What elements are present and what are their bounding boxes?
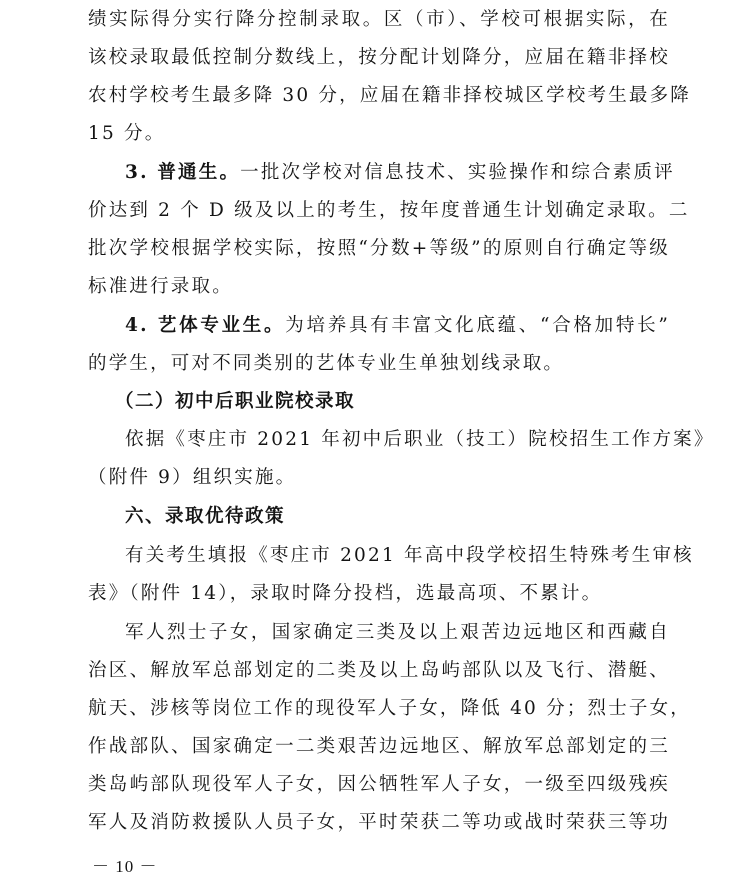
text-span: 一批次学校对信息技术、实验操作和综合素质评 [240, 162, 675, 183]
text-line: 价达到 2 个 D 级及以上的考生，按年度普通生计划确定录取。二 [88, 200, 690, 221]
page-number: － 10 － [92, 857, 158, 876]
item-lead-ordinary: 3. 普通生。 [125, 162, 241, 183]
text-line: 绩实际得分实行降分控制录取。区（市）、学校可根据实际，在 [88, 9, 670, 30]
section-heading: 六、录取优待政策 [125, 506, 286, 527]
text-line: 航天、涉核等岗位工作的现役军人子女，降低 40 分；烈士子女， [88, 698, 692, 719]
text-line: 的学生，可对不同类别的艺体专业生单独划线录取。 [88, 353, 565, 374]
text-line: 治区、解放军总部划定的二类及以上岛屿部队以及飞行、潜艇、 [88, 660, 670, 681]
text-line: 15 分。 [88, 123, 166, 144]
text-line [88, 308, 670, 344]
text-line [88, 155, 675, 191]
item-lead-art: 4. 艺体专业生。 [125, 315, 286, 336]
text-line: （附件 9）组织实施。 [88, 467, 297, 488]
text-line: 军人及消防救援队人员子女，平时荣获二等功或战时荣获三等功 [88, 812, 670, 833]
text-line: 该校录取最低控制分数线上，按分配计划降分，应届在籍非择校 [88, 47, 670, 68]
text-line: 作战部队、国家确定一二类艰苦边远地区、解放军总部划定的三 [88, 736, 670, 757]
section-heading: （二）初中后职业院校录取 [115, 391, 356, 412]
text-line: 军人烈士子女，国家确定三类及以上艰苦边远地区和西藏自 [125, 622, 670, 643]
text-span: 为培养具有丰富文化底蕴、“合格加特长” [285, 315, 671, 336]
text-line: 有关考生填报《枣庄市 2021 年高中段学校招生特殊考生审核 [125, 545, 694, 566]
text-line: 批次学校根据学校实际，按照“分数+等级”的原则自行确定等级 [88, 238, 670, 259]
text-line: 依据《枣庄市 2021 年初中后职业（技工）院校招生工作方案》 [125, 429, 715, 450]
text-line: 农村学校考生最多降 30 分，应届在籍非择校城区学校考生最多降 [88, 85, 692, 106]
text-line: 类岛屿部队现役军人子女，因公牺牲军人子女，一级至四级残疾 [88, 774, 670, 795]
text-line: 表》（附件 14），录取时降分投档，选最高项、不累计。 [88, 583, 603, 604]
text-line: 标准进行录取。 [88, 276, 233, 297]
